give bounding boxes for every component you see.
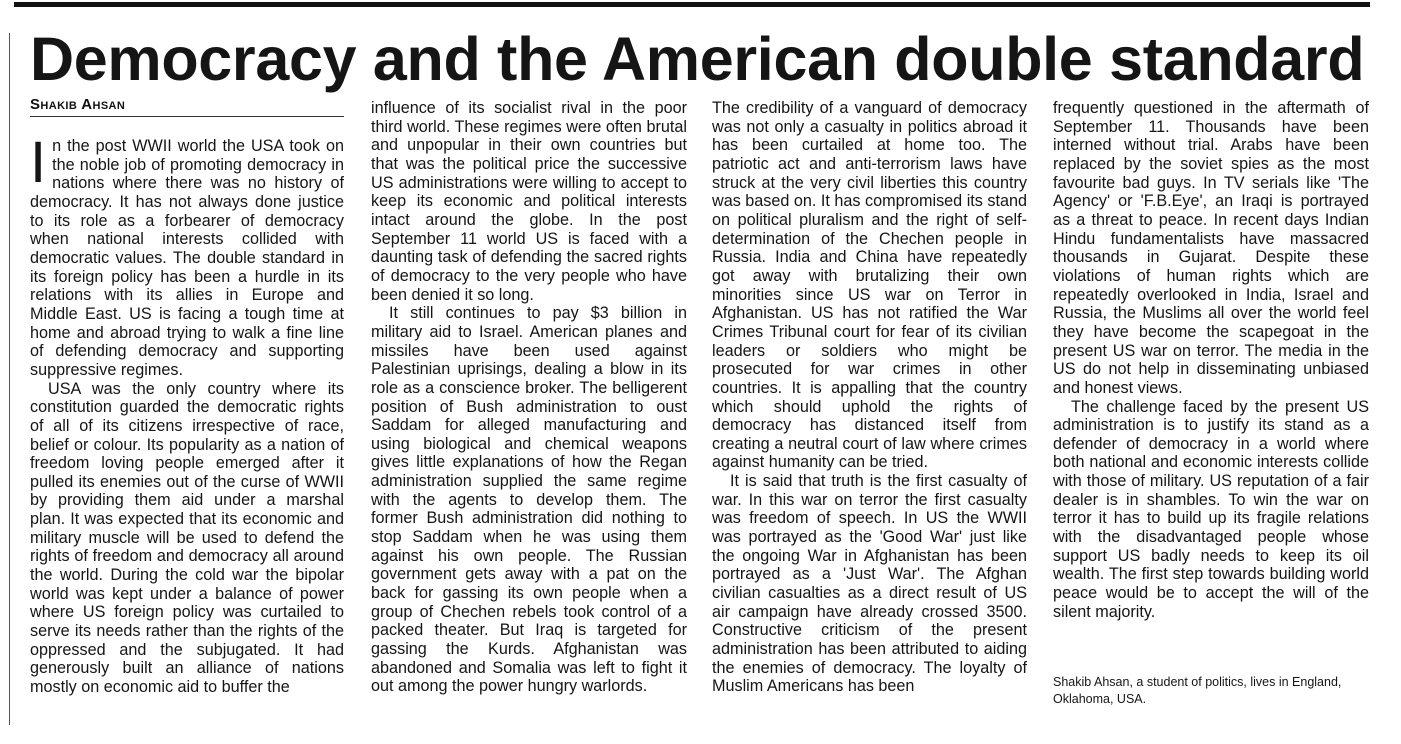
headline: Democracy and the American double standard (30, 25, 1365, 93)
paragraph: USA was the only country where its constitution guarded the democratic rights of all of its citizens irrespective of race, belief or colour. Its popularity as a nation of freedom loving people emerged after it pulled its enemies out of the curse of WWII by providing them aid under a marshal plan. It was expected that its economic and military muscle will be used to defend the rights of freedom and democracy all around the world. During the cold war the bipolar world was kept under a balance of power where US foreign policy was curtailed to serve its needs rather than the rights of the oppressed and the subjugated. It had generously built an alliance of nations mostly on economic aid to buffer the (30, 379, 344, 697)
column-1 (30, 130, 344, 697)
paragraph: The challenge faced by the present US administration is to justify its stand as a defender of democracy in a world where both national and economic interests collide with those of military. US reputation of a fair dealer is in shambles. To win the war on terror it has to build up its fragile relations with the disadvantaged people whose support US badly needs to keep its oil wealth. The first step towards building world peace would be to accept the will of the silent majority. (1053, 397, 1369, 621)
left-rule (9, 33, 10, 725)
paragraph: The credibility of a vanguard of democracy was not only a casualty in politics abroad it has been curtailed at home too. The patriotic act and anti-terrorism laws have struck at the very civil liberties this country was based on. It has compromised its stand on political pluralism and the right of self-determination of the Chechen people in Russia. India and China have repeatedly got away with brutalizing their own minorities since US war on Terror in Afghanistan. US has not ratified the War Crimes Tribunal court for fear of its civilian leaders or soldiers who might be prosecuted for war crimes in other countries. It is appalling that the country which should uphold the rights of democracy has distanced itself from creating a neutral court of law where crimes against humanity can be tried. (712, 99, 1027, 472)
paragraph: frequently questioned in the aftermath of September 11. Thousands have been interned without trial. Arabs have been replaced by the soviet spies as the most favourite bad guys. In TV serials like 'The Agency' or 'F.B.Eye', an Iraqi is portrayed as a threat to peace. In recent days Indian Hindu fundamentalists have massacred thousands in Gujarat. Despite these violations of human rights which are repeatedly overlooked in India, Israel and Russia, the Muslims all over the world feel they have become the scapegoat in the present US war on terror. The media in the US do not help in disseminating unbiased and honest views. (1053, 99, 1369, 397)
author-bio: Shakib Ahsan, a student of politics, lives in England, Oklahoma, USA. (1053, 675, 1342, 706)
paragraph: influence of its socialist rival in the poor third world. These regimes were often brutal and unpopular in their own countries but that was the political price the successive US administrations were willing to accept to keep its economic and political interests intact around the globe. In the post September 11 world US is faced with a daunting task of defending the sacred rights of democracy to the very people who have been denied it so long. (371, 99, 687, 304)
paragraph: It is said that truth is the first casualty of war. In this war on terror the first casualty was freedom of speech. In US the WWII was portrayed as the 'Good War' just like the ongoing War in Afghanistan has been portrayed as a 'Just War'. The Afghan civilian casualties as a direct result of US air campaign have already crossed 3500. Constructive criticism of the present administration has been attributed to aiding the enemies of democracy. The loyalty of Muslim Americans has been (712, 472, 1027, 696)
dropcap: I (30, 130, 47, 195)
byline: Shakib Ahsan (30, 96, 344, 117)
top-rule (14, 2, 1370, 7)
column-4 (1053, 99, 1369, 621)
paragraph-intro (30, 130, 344, 380)
column-3 (712, 99, 1027, 696)
column-2 (371, 99, 687, 696)
paragraph-intro-text: n the post WWII world the USA took on the noble job of promoting democracy in nations where there was no history of democracy. It has not always done justice to its role as a forbearer of democracy when national interests collided with democratic values. The double standard in its foreign policy has been a hurdle in its relations with its allies in Europe and Middle East. US is facing a tough time at home and abroad trying to walk a fine line of defending democracy and supporting suppressive regimes. (30, 137, 344, 379)
paragraph: It still continues to pay $3 billion in military aid to Israel. American planes and missiles have been used against Palestinian uprisings, dealing a blow in its role as a conscience broker. The belligerent position of Bush administration to oust Saddam for alleged manufacturing and using biological and chemical weapons gives little explanations of how the Regan administration supplied the same regime with the agents to develop them. The former Bush administration did nothing to stop Saddam when he was using them against his own people. The Russian government gets away with a pat on the back for gassing its own people when a group of Chechen rebels took control of a packed theater. But Iraq is targeted for gassing the Kurds. Afghanistan was abandoned and Somalia was left to fight it out among the power hungry warlords. (371, 304, 687, 696)
